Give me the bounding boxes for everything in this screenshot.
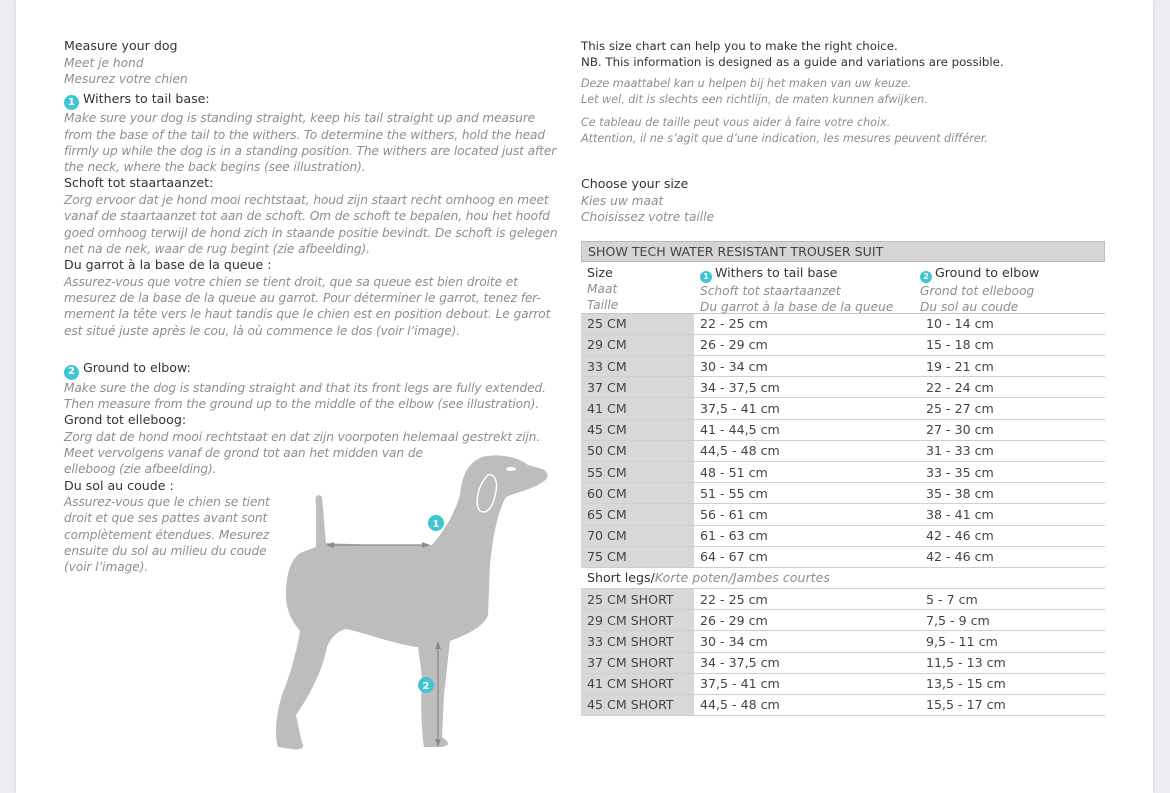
choose-title-fr: Choisissez votre taille — [581, 209, 715, 224]
cell-withers: 41 - 44,5 cm — [700, 422, 780, 438]
table-row-short — [581, 589, 1105, 610]
cell-size: 41 CM — [581, 398, 694, 418]
header-elbow-text: Ground to elbow — [935, 264, 1040, 280]
cell-withers: 61 - 63 cm — [700, 528, 768, 544]
cell-elbow: 7,5 - 9 cm — [926, 612, 990, 628]
intro-en-2: NB. This information is designed as a guide and variations are possible. — [581, 55, 1004, 69]
step2-text-fr-2: droit et que ses pattes avant sont — [64, 511, 268, 526]
cell-size: 55 CM — [581, 462, 694, 482]
cell-withers: 64 - 67 cm — [700, 549, 768, 565]
step2-heading-en — [64, 360, 564, 380]
cell-size: 45 CM — [581, 420, 694, 440]
cell-size: 70 CM — [581, 526, 694, 546]
cell-size: 29 CM — [581, 335, 694, 355]
table-row-short — [581, 674, 1105, 695]
header-size-en: Size — [587, 264, 613, 280]
table-row — [581, 547, 1105, 568]
dog-illustration — [256, 445, 576, 755]
header-withers-fr: Du garrot à la base de la queue — [700, 299, 894, 314]
short-legs-en: Short legs/ — [587, 570, 655, 586]
table-row-short — [581, 653, 1105, 674]
cell-elbow: 13,5 - 15 cm — [926, 676, 1006, 692]
step2-heading-fr: Du sol au coude : — [64, 477, 174, 493]
header-size-fr: Taille — [587, 297, 619, 312]
cell-elbow: 9,5 - 11 cm — [926, 633, 998, 649]
table-row — [581, 314, 1105, 335]
header-withers-text: Withers to tail base — [715, 264, 838, 280]
step1-text-nl: Zorg ervoor dat je hond mooi rechtstaat, houd zijn staart recht omhoog en meet vanaf de staartaanzet tot aan de schoft. Om de schoft te bepalen, hou het hoofd goed omhoog terwijl de hond zich in staande positie bevindt. De schoft is gelegen net na de nek, waar de rug begint (zie afbeelding). — [64, 192, 558, 256]
size-chart-section — [581, 38, 1106, 716]
step2-badge-icon: 2 — [64, 365, 79, 380]
cell-withers: 44,5 - 48 cm — [700, 443, 780, 459]
cell-withers: 30 - 34 cm — [700, 358, 768, 374]
header-elbow-fr: Du sol au coude — [920, 299, 1019, 314]
dog-silhouette-icon — [256, 445, 576, 755]
step2-text-nl-1: Zorg dat de hond mooi rechtstaat en dat zijn voorpoten helemaal gestrekt zijn. — [64, 429, 541, 444]
choose-title-nl: Kies uw maat — [581, 193, 664, 208]
table-row — [581, 335, 1105, 356]
cell-size: 65 CM — [581, 504, 694, 524]
step2-heading-text: Ground to elbow: — [83, 359, 191, 375]
table-row — [581, 420, 1105, 441]
cell-withers: 26 - 29 cm — [700, 612, 768, 628]
cell-size: 37 CM SHORT — [581, 653, 694, 673]
header-withers — [694, 265, 914, 313]
cell-withers: 51 - 55 cm — [700, 485, 768, 501]
cell-elbow: 42 - 46 cm — [926, 549, 994, 565]
withers-badge-icon: 1 — [700, 271, 712, 283]
cell-size: 33 CM SHORT — [581, 631, 694, 651]
svg-text:1: 1 — [432, 519, 440, 530]
table-row — [581, 526, 1105, 547]
choose-title: Choose your size — [581, 176, 689, 192]
step2-text-nl-3: elleboog (zie afbeelding). — [64, 462, 217, 477]
step2-heading-nl: Grond tot elleboog: — [64, 412, 187, 428]
intro-fr-1: Ce tableau de taille peut vous aider à faire votre choix. — [581, 115, 891, 129]
step1-heading-nl: Schoft tot staartaanzet: — [64, 175, 214, 191]
step2-text-fr-3: complètement étendues. Mesurez — [64, 527, 270, 542]
cell-elbow: 25 - 27 cm — [926, 401, 994, 417]
cell-elbow: 22 - 24 cm — [926, 379, 994, 395]
intro-fr-2: Attention, il ne s’agit que d’une indication, les mesures peuvent différer. — [581, 131, 988, 145]
cell-elbow: 35 - 38 cm — [926, 485, 994, 501]
step2-text-fr-1: Assurez-vous que le chien se tient — [64, 495, 270, 510]
cell-size: 41 CM SHORT — [581, 674, 694, 694]
table-row — [581, 483, 1105, 504]
header-elbow-nl: Grond tot elleboog — [920, 283, 1035, 298]
step2-text-fr-5: (voir l’image). — [64, 560, 149, 575]
cell-elbow: 38 - 41 cm — [926, 506, 994, 522]
step1-heading-text: Withers to tail base: — [83, 90, 210, 106]
size-table — [581, 241, 1105, 716]
table-row — [581, 462, 1105, 483]
cell-withers: 22 - 25 cm — [700, 316, 768, 332]
cell-size: 25 CM — [581, 314, 694, 334]
header-elbow-en — [920, 265, 1105, 283]
cell-withers: 48 - 51 cm — [700, 464, 768, 480]
cell-withers: 37,5 - 41 cm — [700, 676, 780, 692]
cell-elbow: 33 - 35 cm — [926, 464, 994, 480]
cell-size: 25 CM SHORT — [581, 589, 694, 609]
table-row — [581, 356, 1105, 377]
cell-size: 29 CM SHORT — [581, 610, 694, 630]
table-row-short — [581, 695, 1105, 716]
cell-size: 50 CM — [581, 441, 694, 461]
cell-size: 75 CM — [581, 547, 694, 567]
cell-elbow: 15,5 - 17 cm — [926, 697, 1006, 713]
cell-withers: 26 - 29 cm — [700, 337, 768, 353]
step1-heading-fr: Du garrot à la base de la queue : — [64, 257, 272, 273]
header-elbow — [914, 265, 1105, 313]
measure-title-fr: Mesurez votre chien — [64, 71, 188, 86]
table-title: SHOW TECH WATER RESISTANT TROUSER SUIT — [581, 241, 1105, 262]
cell-elbow: 27 - 30 cm — [926, 422, 994, 438]
svg-text:2: 2 — [422, 681, 430, 692]
table-row — [581, 441, 1105, 462]
cell-size: 37 CM — [581, 377, 694, 397]
short-legs-section — [581, 568, 1105, 589]
cell-elbow: 15 - 18 cm — [926, 337, 994, 353]
step2-text-fr-4: ensuite du sol au milieu du coude — [64, 543, 267, 558]
header-size-nl: Maat — [587, 281, 618, 296]
step2-text-en: Make sure the dog is standing straight and that its front legs are fully extended. Then measure from the ground up to the middle of the elbow (see illustration). — [64, 380, 546, 411]
cell-elbow: 31 - 33 cm — [926, 443, 994, 459]
table-row-short — [581, 631, 1105, 652]
step1-heading-en — [64, 91, 564, 111]
elbow-badge-icon: 2 — [920, 271, 932, 283]
cell-elbow: 42 - 46 cm — [926, 528, 994, 544]
step2-text-nl-2: Meet vervolgens vanaf de grond tot aan het midden van de — [64, 445, 423, 460]
cell-withers: 56 - 61 cm — [700, 506, 768, 522]
step1-badge-icon: 1 — [64, 95, 79, 110]
cell-withers: 22 - 25 cm — [700, 591, 768, 607]
header-withers-nl: Schoft tot staartaanzet — [700, 283, 841, 298]
table-header — [581, 262, 1105, 314]
intro-en-1: This size chart can help you to make the right choice. — [581, 39, 898, 53]
header-size — [581, 265, 694, 313]
intro-nl-1: Deze maattabel kan u helpen bij het maken van uw keuze. — [581, 77, 912, 90]
cell-elbow: 11,5 - 13 cm — [926, 655, 1006, 671]
table-row-short — [581, 610, 1105, 631]
cell-size: 33 CM — [581, 356, 694, 376]
cell-size: 60 CM — [581, 483, 694, 503]
table-row — [581, 398, 1105, 419]
cell-elbow: 19 - 21 cm — [926, 358, 994, 374]
cell-withers: 37,5 - 41 cm — [700, 401, 780, 417]
measure-title-nl: Meet je hond — [64, 55, 144, 70]
cell-withers: 44,5 - 48 cm — [700, 697, 780, 713]
size-guide-page — [16, 0, 1153, 793]
step1-text-en: Make sure your dog is standing straight, keep his tail straight up and measure from the base of the tail to the withers. To determine the withers, hold the head firmly up while the dog is in a standing position. The withers are located just after the neck, where the back begins (see illustration). — [64, 111, 557, 175]
intro-nl-2: Let wel, dit is slechts een richtlijn, de maten kunnen afwijken. — [581, 93, 928, 107]
short-legs-nl-fr: Korte poten/Jambes courtes — [654, 570, 830, 586]
measure-title: Measure your dog — [64, 38, 178, 53]
table-row — [581, 377, 1105, 398]
cell-elbow: 10 - 14 cm — [926, 316, 994, 332]
cell-withers: 34 - 37,5 cm — [700, 379, 780, 395]
table-body — [581, 314, 1105, 716]
header-withers-en — [700, 265, 914, 283]
cell-elbow: 5 - 7 cm — [926, 591, 978, 607]
cell-size: 45 CM SHORT — [581, 695, 694, 715]
table-row — [581, 504, 1105, 525]
step1-text-fr: Assurez-vous que votre chien se tient droit, que sa queue est bien droite et mesurez de la base de la queue au garrot. Pour déterminer le garrot, tenez fer-mement la tête vers le haut tandis que le chien est en position debout. Le garrot est situé juste après le cou, là où commence le dos (voir l’image). — [64, 274, 551, 338]
cell-withers: 34 - 37,5 cm — [700, 655, 780, 671]
cell-withers: 30 - 34 cm — [700, 633, 768, 649]
